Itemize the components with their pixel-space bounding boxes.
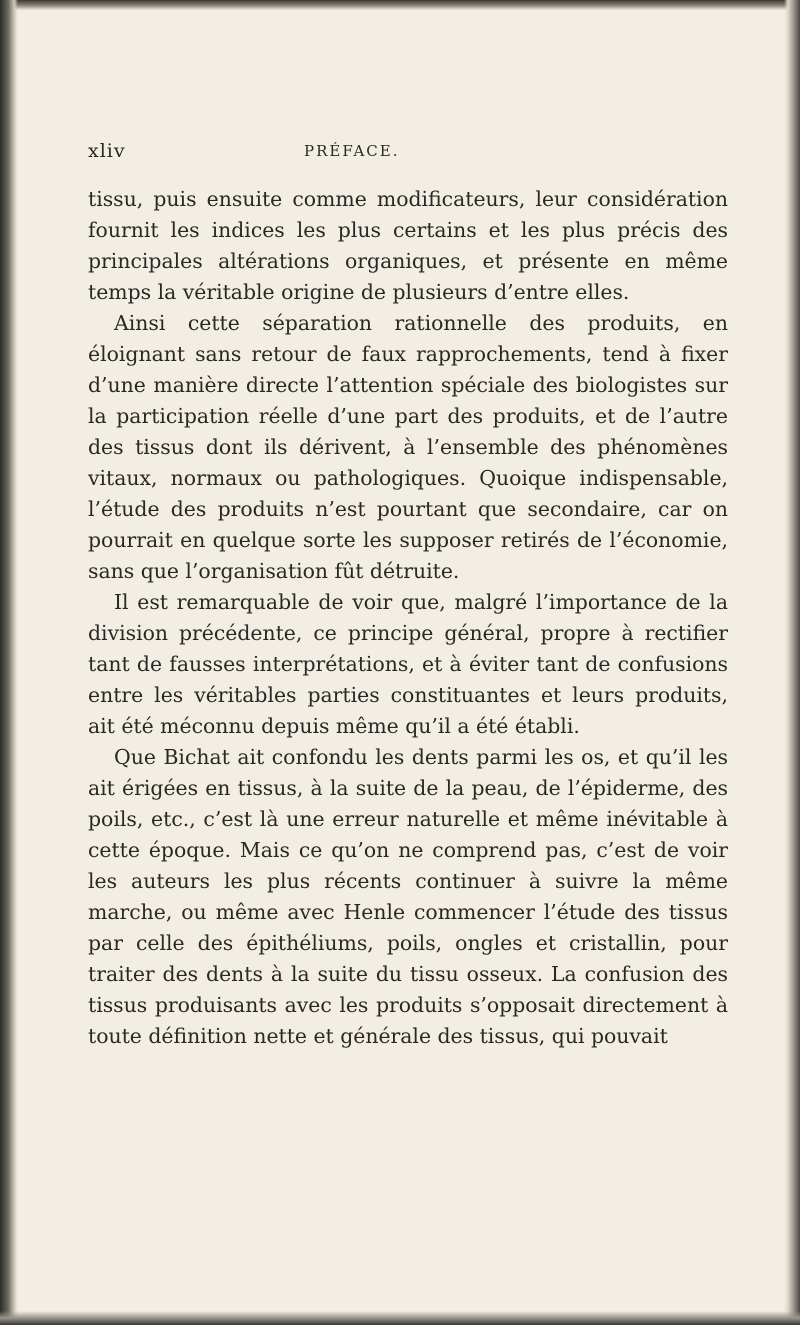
page-edge-left [0, 0, 18, 1325]
page-edge-bottom [0, 1311, 800, 1325]
paragraph: Ainsi cette séparation rationnelle des produits, en éloignant sans retour de faux rapprochements, tend à fixer d’une manière directe l’attention spéciale des biologistes sur la participation réelle d’une part des produits, et de l’autre des tissus dont ils dérivent, à l’ensemble des phénomènes vitaux, normaux ou pathologiques. Quoique indispensable, l’étude des produits n’est pourtant que secondaire, car on pourrait en quelque sorte les supposer retirés de l’économie, sans que l’organisation fût détruite. [88, 311, 728, 583]
paragraph: Il est remarquable de voir que, malgré l’importance de la division précédente, ce principe général, propre à rectifier tant de fausses interprétations, et à éviter tant de confusions entre les véritables parties constituantes et leurs produits, ait été méconnu depuis même qu’il a été établi. [88, 590, 728, 738]
text-column [88, 140, 728, 1052]
page-edge-right [784, 0, 800, 1325]
page-number: xliv [88, 140, 126, 162]
paragraph: Que Bichat ait confondu les dents parmi les os, et qu’il les ait érigées en tissus, à la suite de la peau, de l’épiderme, des poils, etc., c’est là une erreur naturelle et même inévitable à cette époque. Mais ce qu’on ne comprend pas, c’est de voir les auteurs les plus récents continuer à suivre la même marche, ou même avec Henle commencer l’étude des tissus par celle des épithéliums, poils, ongles et cristallin, pour traiter des dents à la suite du tissu osseux. La confusion des tissus produisants avec les produits s’opposait directement à toute définition nette et générale des tissus, qui pouvait [88, 745, 728, 1048]
paragraph-continuation: tissu, puis ensuite comme modificateurs, leur considération fournit les indices les plus certains et les plus précis des principales altérations organiques, et présente en même temps la véritable origine de plusieurs d’entre elles. [88, 187, 728, 304]
page-edge-top [0, 0, 800, 10]
page-header [88, 140, 728, 184]
running-head: PRÉFACE. [304, 142, 400, 160]
